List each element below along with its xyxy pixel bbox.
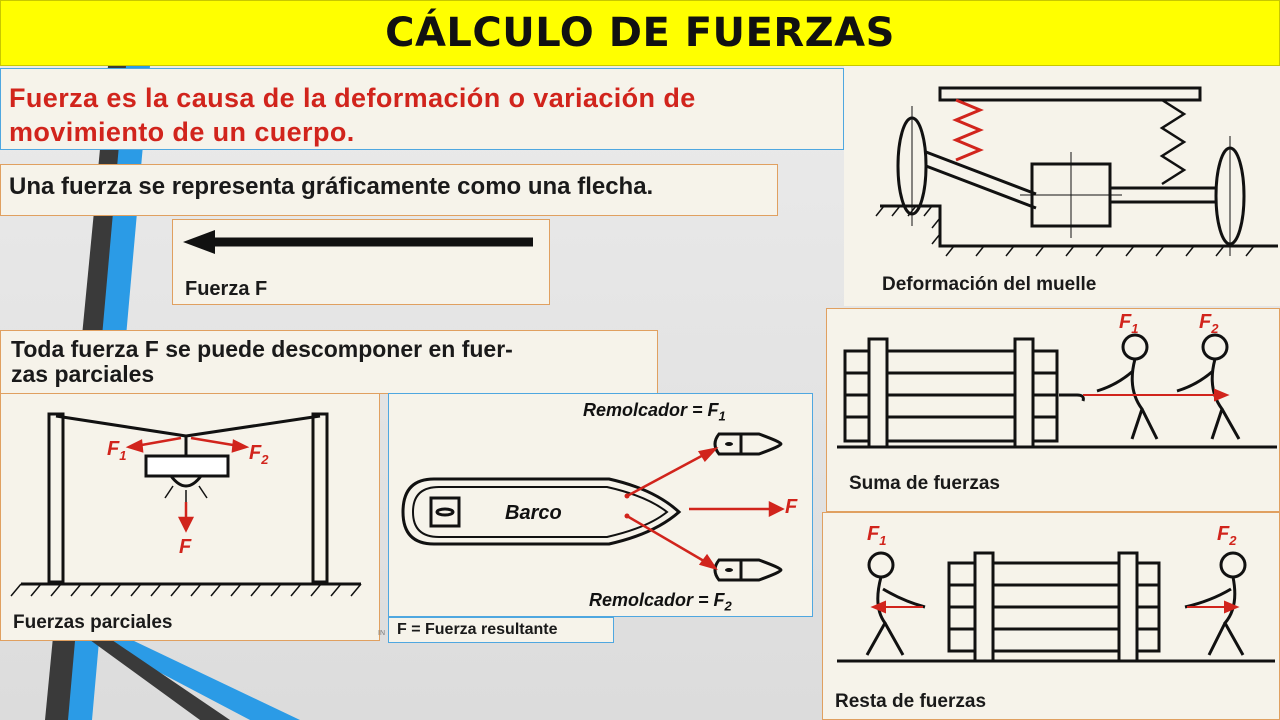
- decomposition-line-2: zas parciales: [11, 361, 155, 387]
- diff-f2-label: $F_2$: [1217, 523, 1237, 548]
- lamp-f2-label: $F_2$: [249, 442, 269, 467]
- diff-figure: [823, 513, 1280, 720]
- representation-text: Una fuerza se representa gráficamente como una flecha.: [9, 173, 654, 200]
- resultant-caption: F = Fuerza resultante: [397, 621, 558, 638]
- sum-f2-label: $F_2$: [1199, 311, 1219, 336]
- boat-figure: [389, 394, 813, 617]
- arrow-caption: Fuerza F: [185, 278, 268, 300]
- definition-line-2: movimiento de un cuerpo.: [9, 117, 355, 147]
- arrow-panel: [172, 219, 550, 305]
- diff-caption: Resta de fuerzas: [835, 691, 987, 712]
- diff-panel: [822, 512, 1280, 720]
- sum-caption: Suma de fuerzas: [849, 473, 1000, 494]
- spring-caption: Deformación del muelle: [882, 274, 1097, 295]
- tug-bottom-label: Remolcador = $F_2$: [589, 590, 732, 614]
- definition-panel: [0, 68, 844, 150]
- footer-tag: IN: [378, 630, 385, 637]
- lamp-panel: [0, 393, 380, 641]
- page-title: CÁLCULO DE FUERZAS: [385, 10, 895, 56]
- resultant-panel: [388, 617, 614, 643]
- spring-figure: [844, 66, 1280, 306]
- lamp-figure: [1, 394, 380, 641]
- boat-panel: [388, 393, 813, 617]
- sum-panel: [826, 308, 1280, 512]
- definition-line-1: Fuerza es la causa de la deformación o variación de: [9, 83, 696, 113]
- title-bar: [0, 0, 1280, 66]
- decomposition-panel: [0, 330, 658, 394]
- decomposition-line-1: Toda fuerza F se puede descomponer en fuer-: [11, 336, 513, 362]
- tug-top-label: Remolcador = $F_1$: [583, 400, 726, 424]
- sum-f1-label: $F_1$: [1119, 311, 1139, 336]
- spring-panel: [844, 66, 1280, 306]
- lamp-caption: Fuerzas parciales: [13, 612, 173, 633]
- representation-panel: [0, 164, 778, 216]
- boat-f-label: F: [785, 496, 798, 518]
- diff-f1-label: $F_1$: [867, 523, 887, 548]
- lamp-f-label: F: [179, 536, 192, 558]
- boat-label: Barco: [505, 502, 562, 524]
- lamp-f1-label: $F_1$: [107, 438, 127, 463]
